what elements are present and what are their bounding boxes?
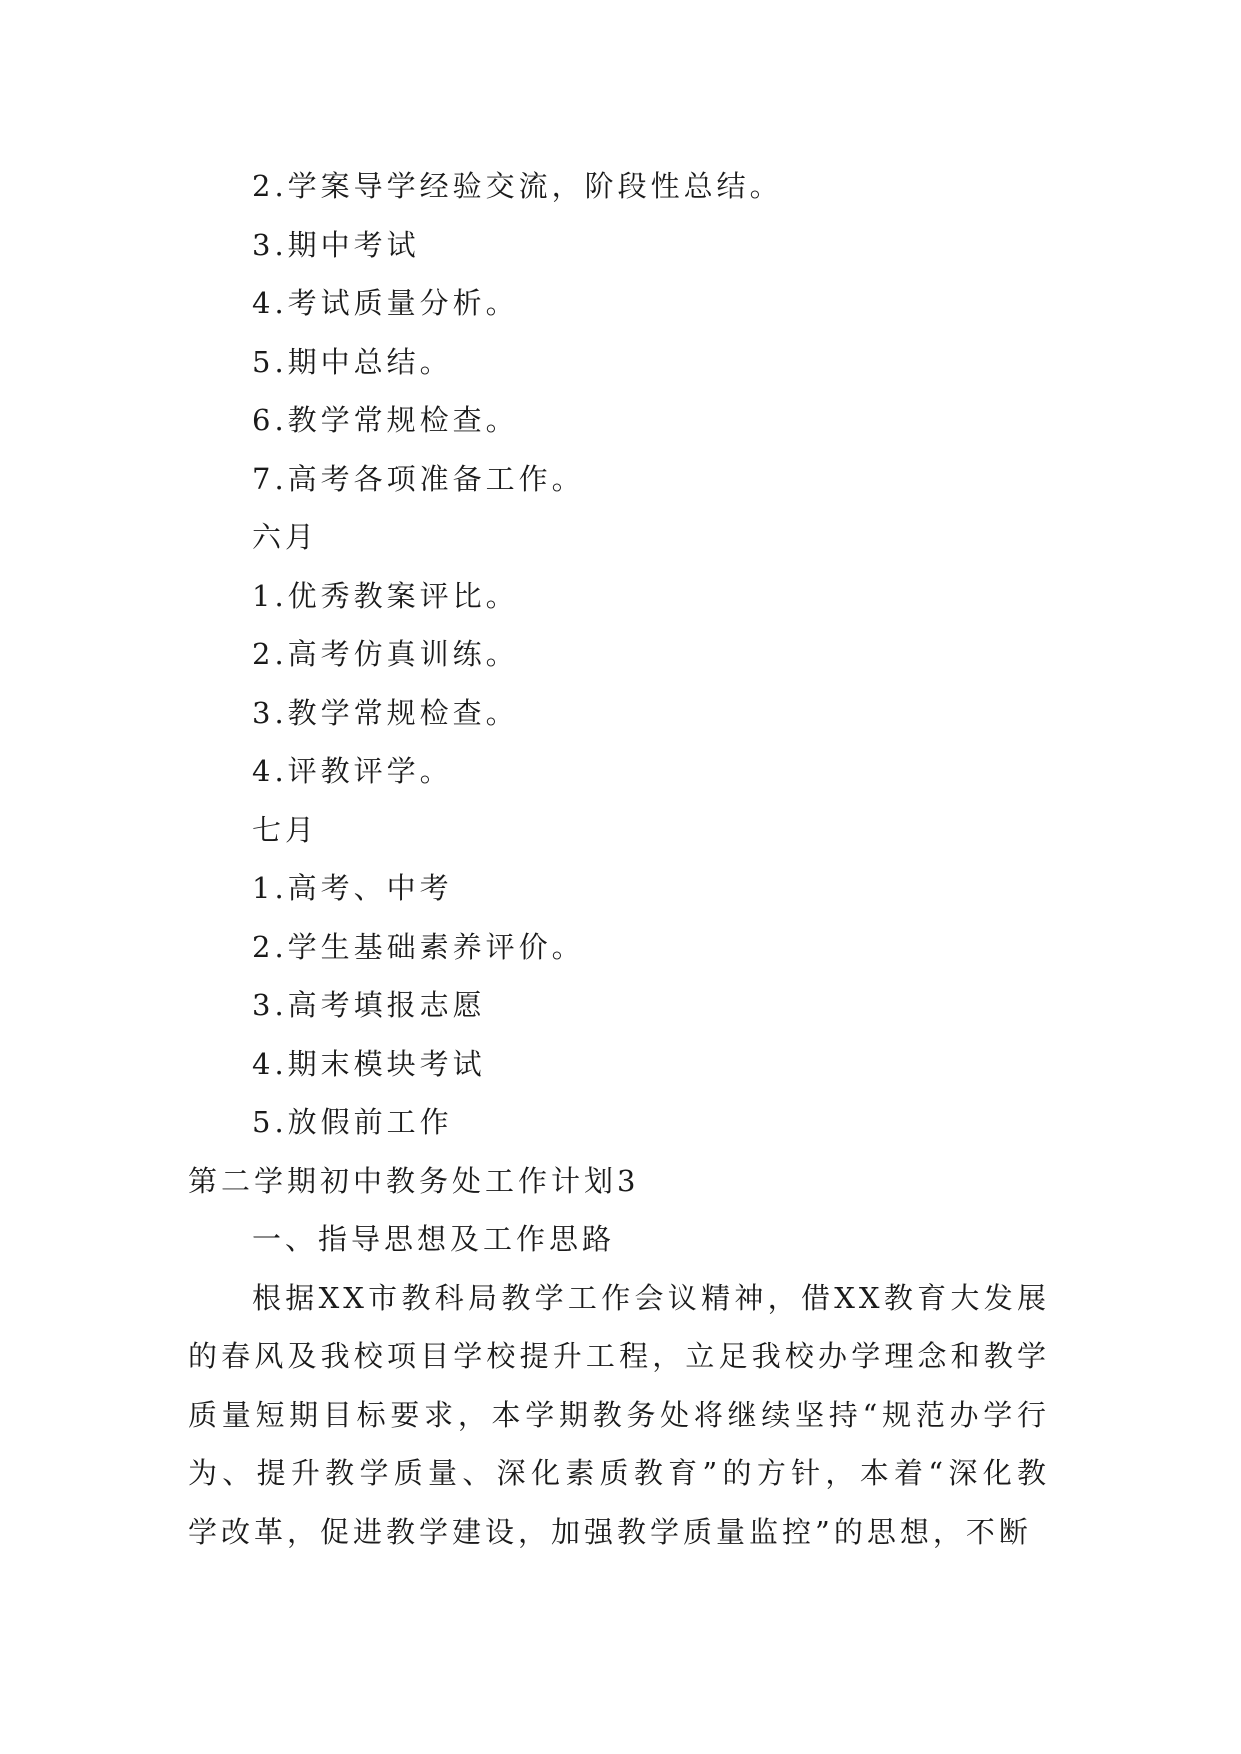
- list-item: 2.学生基础素养评价。: [252, 929, 585, 964]
- month-heading-june: 六月: [252, 520, 319, 554]
- list-item: 4.期末模块考试: [252, 1046, 486, 1081]
- list-item: 4.考试质量分析。: [252, 286, 519, 320]
- month-heading-july: 七月: [252, 812, 319, 847]
- list-item: 4.评教评学。: [252, 754, 453, 788]
- list-item: 2.学案导学经验交流，阶段性总结。: [252, 169, 783, 203]
- list-item: 7.高考各项准备工作。: [252, 461, 585, 496]
- list-item: 3.期中考试: [252, 227, 420, 262]
- list-item: 6.教学常规检查。: [252, 403, 519, 437]
- list-item: 1.优秀教案评比。: [252, 578, 519, 613]
- list-item: 1.高考、中考: [252, 871, 453, 905]
- document-body: [188, 157, 1050, 1561]
- list-item: 5.放假前工作: [252, 1105, 453, 1139]
- body-paragraph: 根据XX市教科局教学工作会议精神，借XX教育大发展的春风及我校项目学校提升工程，立足我校办学理念和教学质量短期目标要求，本学期教务处将继续坚持“规范办学行为、提升教学质量、深化素质教育”的方针，本着“深化教学改革，促进教学建设，加强教学质量监控”的思想，不断: [188, 1280, 1050, 1549]
- list-item: 2.高考仿真训练。: [252, 637, 519, 671]
- list-item: 3.高考填报志愿: [252, 988, 486, 1022]
- list-item: 3.教学常规检查。: [252, 695, 519, 730]
- subsection-title: 一、指导思想及工作思路: [252, 1222, 616, 1256]
- list-item: 5.期中总结。: [252, 344, 453, 379]
- section-title: 第二学期初中教务处工作计划3: [188, 1163, 640, 1198]
